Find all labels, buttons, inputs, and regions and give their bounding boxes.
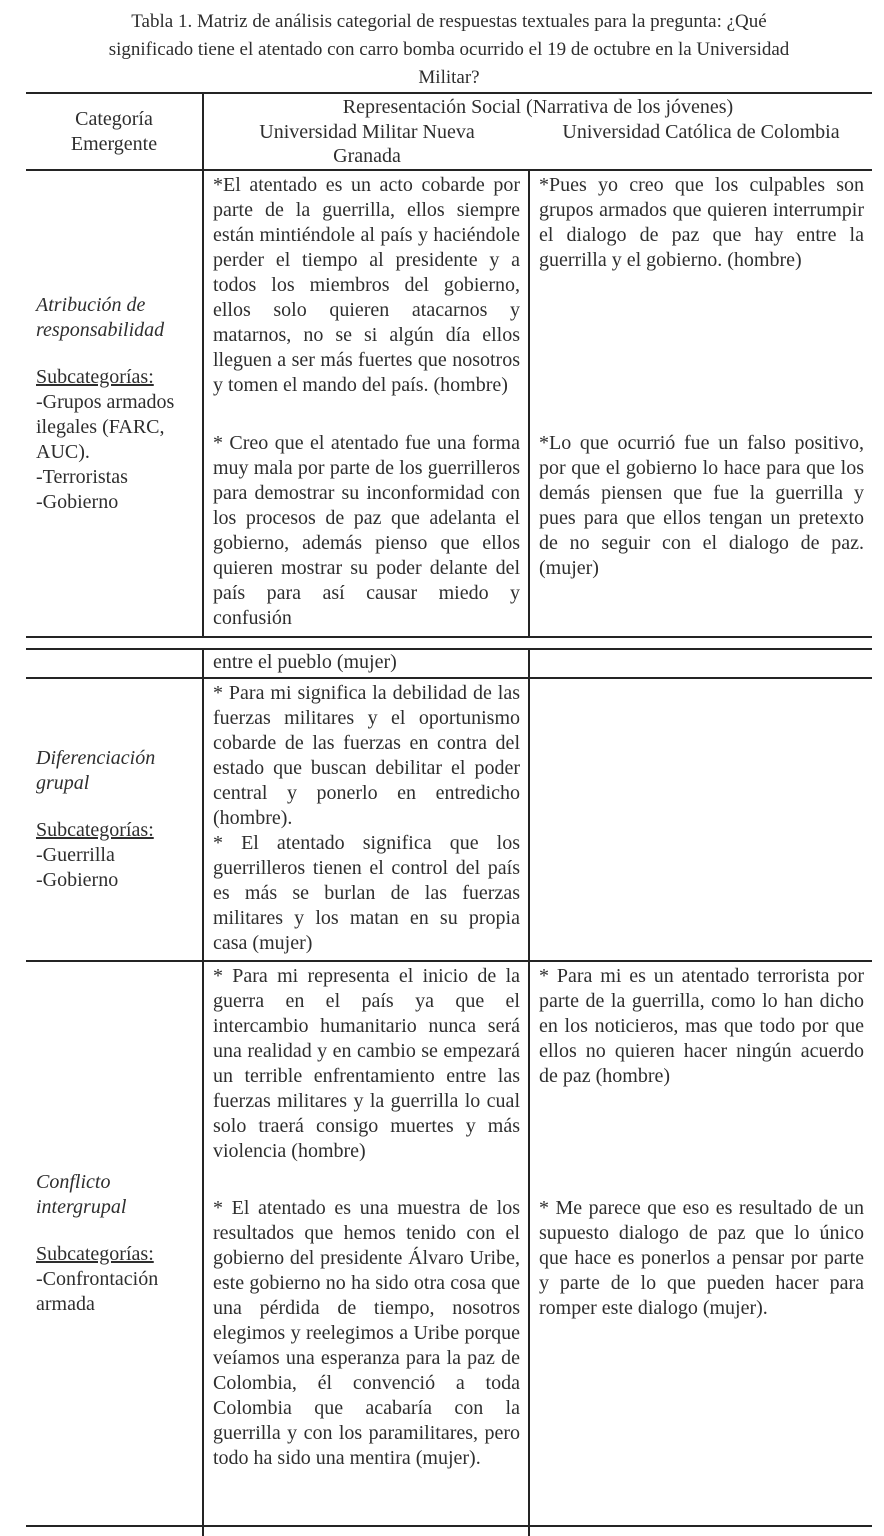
caption-line-1: Tabla 1. Matriz de análisis categorial de respuestas textuales para la pregunta: ¿Qué [131, 11, 767, 32]
ucc-cell-conflicto [530, 962, 872, 1525]
quote-paragraph: * El atentado es una muestra de los resultados que hemos tenido con el gobierno del presidente Álvaro Uribe, este gobierno no ha sido otra cosa que una pérdida de tiempo, nosotros elegimos y reelegimos a Uribe porque veíamos una esperanza para la paz de Colombia, él convenció a toda Colombia que acabaría con la guerrilla y con los paramilitares, pero todo ha sido una mentira (mujer). [213, 1197, 520, 1469]
umng-cell-diferenciacion [204, 679, 530, 960]
subcategory-item: -Gobierno [36, 869, 119, 891]
category-label: Atribución de responsabilidad [36, 293, 165, 341]
quote-paragraph: * Para mi representa el inicio de la guerra en el país ya que el intercambio humanitario nunca será una realidad y en cambio se empezará un terrible enfrentamiento entre las fuerzas militares y la guerrilla lo cual solo traerá consigo muertes y más violencia (hombre) [213, 965, 520, 1162]
ucc-cell-diferenciacion [530, 679, 872, 960]
row-partial-cutoff [26, 1527, 872, 1536]
header-universidad-catolica-label: Universidad Católica de Colombia [562, 121, 840, 143]
caption-line-2: significado tiene el atentado con carro bomba ocurrido el 19 de octubre en la Universidad [108, 39, 790, 60]
umng-cell-conflicto [204, 962, 530, 1525]
quote-paragraph: entre el pueblo (mujer) [213, 651, 397, 673]
subcategory-item: -Terroristas [36, 465, 128, 488]
category-label: Diferenciación grupal [36, 747, 156, 794]
category-cell-diferenciacion [26, 679, 204, 960]
subcategory-item: -Guerrilla [36, 844, 115, 866]
subcategories-label: Subcategorías: [36, 1243, 154, 1265]
category-cell-empty [26, 1527, 204, 1536]
row-diferenciacion [26, 679, 872, 960]
header-university-row [204, 120, 872, 168]
umng-cell-empty [204, 1527, 530, 1536]
quote-paragraph: * Para mi es un atentado terrorista por parte de la guerrilla, como lo han dicho en los noticieros, mas que todo por que ellos no quieren hacer ningún acuerdo de paz (hombre) [539, 965, 864, 1087]
subcategories-label: Subcategorías: [36, 365, 154, 388]
header-representacion-label: Representación Social (Narrativa de los jóvenes) [342, 96, 734, 118]
caption-line-3: Militar? [418, 67, 480, 88]
quote-paragraph: *Pues yo creo que los culpables son grupos armados que quieren interrumpir el dialogo de paz que hay entre la guerrilla y el gobierno. (hombre) [539, 174, 864, 271]
page-break-gap [26, 638, 872, 648]
ucc-cell-atribucion [530, 171, 872, 636]
table-caption [26, 8, 872, 92]
category-cell-conflicto [26, 962, 204, 1525]
umng-cell-atribucion [204, 171, 530, 636]
quote-paragraph: * Me parece que eso es resultado de un supuesto dialogo de paz que lo único que hace es ponerlos a pensar por parte y parte de lo que pueden hacer para romper este dialogo (mujer). [539, 1197, 864, 1319]
ucc-cell-empty [530, 1527, 872, 1536]
quote-paragraph: * El atentado significa que los guerrilleros tienen el control del país es más se burlan de las fuerzas militares y los matan en su propia casa (mujer) [213, 832, 520, 954]
header-universidad-militar-label: Universidad Militar Nueva Granada [259, 121, 475, 167]
quote-paragraph: * Creo que el atentado fue una forma muy mala por parte de los guerrilleros para demostrar su inconformidad con los procesos de paz que adelanta el gobierno, además pienso que ellos quieren mostrar su poder delante del país para así causar miedo y confusión [213, 432, 520, 629]
subcategory-item: -Gobierno [36, 490, 119, 513]
quote-paragraph: * Para mi significa la debilidad de las fuerzas militares y el oportunismo cobarde de las fuerzas en contra del estado que buscan debilitar el poder central y ponerlo en entredicho (hombre). [213, 682, 520, 829]
header-cell-categoria-emergente [26, 94, 204, 169]
quote-paragraph: *Lo que ocurrió fue un falso positivo, por que el gobierno lo hace para que los demás piensen que fue la guerrilla y pues para que ellos tengan un pretexto de no seguir con el dialogo de paz. (mujer) [539, 432, 864, 579]
subcategory-item: -Grupos armados ilegales (FARC, AUC). [36, 390, 175, 463]
category-label: Conflicto intergrupal [36, 1171, 127, 1218]
header-categoria-label: Categoría Emergente [70, 107, 158, 155]
ucc-cell-empty [530, 650, 872, 677]
category-cell-empty [26, 650, 204, 677]
subcategory-item: -Confrontación armada [36, 1268, 159, 1315]
table-sheet [26, 8, 872, 1536]
row-continuation [26, 650, 872, 677]
table-header-row [26, 94, 872, 169]
row-atribucion [26, 171, 872, 636]
header-cell-representacion [204, 94, 872, 169]
subcategories-label: Subcategorías: [36, 819, 154, 841]
umng-cell-continuation [204, 650, 530, 677]
quote-paragraph: *El atentado es un acto cobarde por parte de la guerrilla, ellos siempre están mintiéndole al país y haciéndole perder el tiempo al presidente y a todos los miembros del gobierno, ellos solo quieren atacarnos y matarnos, no se si algún día ellos lleguen a ser más fuertes que nosotros y tomen el mando del país. (hombre) [213, 174, 520, 396]
category-cell-atribucion [26, 171, 204, 636]
row-conflicto [26, 962, 872, 1525]
